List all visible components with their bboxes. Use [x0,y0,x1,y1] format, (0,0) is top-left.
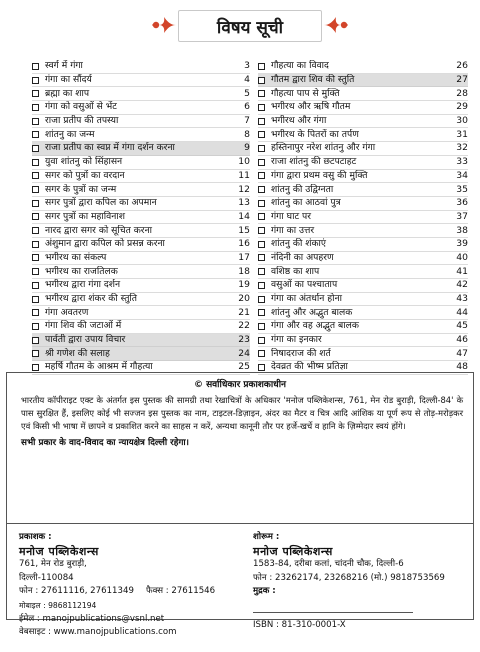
toc-entry: गौहत्या का विवाद 26 [258,60,468,74]
checkbox-icon [32,350,39,357]
toc-entry: गंगा और वह अद्भुत बालक 45 [258,320,468,334]
publisher-label: प्रकाशक : [19,532,52,542]
publisher-contact [19,585,239,599]
checkbox-icon [258,104,265,111]
toc-entry: राजा प्रतीप की तपस्या 7 [32,115,250,129]
isbn: ISBN : 81-310-0001-X [253,619,346,630]
publisher-mobile: मोबाइल : 9868112194 [19,600,97,610]
checkbox-icon [32,254,39,261]
showroom-block [253,531,467,632]
checkbox-icon [258,241,265,248]
checkbox-icon [258,213,265,220]
toc-entry: सगर पुत्रों द्वारा कपिल का अपमान 13 [32,197,250,211]
publisher-website: वेबसाइट : www.manojpublications.com [19,627,177,638]
section-divider [7,523,473,524]
checkbox-icon [258,268,265,275]
page-title: विषय सूची [178,10,322,42]
toc-entry: गंगा का सौंदर्य 4 [32,74,250,88]
checkbox-icon [32,186,39,193]
toc-entry: भगीरथ और गंगा 30 [258,115,468,129]
toc-entry: भगीरथ का संकल्प 17 [32,252,250,266]
toc-entry: गंगा का अंतर्धान होना 43 [258,293,468,307]
checkbox-icon [32,323,39,330]
toc-entry: महर्षि गौतम के आश्रम में गौहत्या 25 [32,361,250,375]
checkbox-icon [32,364,39,371]
publisher-block [19,531,239,640]
toc-entry: शांतनु की शंकाएं 39 [258,238,468,252]
toc-entry: गंगा अवतरण 21 [32,306,250,320]
copyright-notice: भारतीय कॉपीराइट एक्ट के अंतर्गत इस पुस्तक की सामग्री तथा रेखाचित्रों के अधिकार 'मनोज पब्लिकेशन्स, 761, मेन रोड बुराड़ी, दिल्ली-84' के पास सुरक्षित हैं, इसलिए कोई भी सज्जन इस पुस्तक का नाम, टाइटल-डिज़ाइन, अंदर का मैटर व चित्र आदि आंशिक या पूर्ण रूप से तोड़-मरोड़कर एवं किसी भी भाषा में छापने व प्रकाशित करने का साहस न करें, अन्यथा कानूनी तौर पर हर्जे-खर्चे व हानि के ज़िम्मेदार स्वयं होंगे। [21,395,463,432]
checkbox-icon [258,282,265,289]
fleur-ornament-icon [150,12,178,38]
checkbox-icon [258,323,265,330]
checkbox-icon [32,213,39,220]
checkbox-icon [258,200,265,207]
checkbox-icon [258,159,265,166]
toc-entry: गंगा शिव की जटाओं में 22 [32,320,250,334]
fleur-ornament-icon [322,12,350,38]
toc-entry: सगर पुत्रों का महाविनाश 14 [32,211,250,225]
checkbox-icon [258,145,265,152]
checkbox-icon [32,296,39,303]
toc-entry: भगीरथ के पितरों का तर्पण 31 [258,128,468,142]
toc-entry: गंगा घाट पर 37 [258,211,468,225]
checkbox-icon [258,254,265,261]
checkbox-icon [32,104,39,111]
checkbox-icon [32,145,39,152]
toc-entry: गौतम द्वारा शिव की स्तुति 27 [258,74,468,88]
toc-entry: श्री गणेश की सलाह 24 [32,347,250,361]
toc-entry: देवव्रत की भीष्म प्रतिज्ञा 48 [258,361,468,375]
toc-entry: वसुओं का पश्चाताप 42 [258,279,468,293]
checkbox-icon [32,268,39,275]
publisher-fax: फैक्स : 27611546 [145,586,216,597]
toc-entry: शांतनु का जन्म 8 [32,128,250,142]
checkbox-icon [32,227,39,234]
checkbox-icon [32,282,39,289]
checkbox-icon [258,172,265,179]
toc-entry: भगीरथ द्वारा गंगा दर्शन 19 [32,279,250,293]
checkbox-icon [32,90,39,97]
toc-entry: नंदिनी का अपहरण 40 [258,252,468,266]
checkbox-icon [32,63,39,70]
toc-entry: अंशुमान द्वारा कपिल को प्रसन्न करना 16 [32,238,250,252]
checkbox-icon [32,118,39,125]
toc-entry: स्वर्ग में गंगा 3 [32,60,250,74]
checkbox-icon [32,172,39,179]
toc-entry: हस्तिनापुर नरेश शांतनु और गंगा 32 [258,142,468,156]
toc-entry: ब्रह्मा का शाप 5 [32,87,250,101]
publisher-email: ईमेल : manojpublications@vsnl.net [19,613,165,624]
toc-column-right [258,60,468,375]
jurisdiction-note: सभी प्रकार के वाद-विवाद का न्यायक्षेत्र दिल्ली रहेगा। [21,437,190,448]
checkbox-icon [258,77,265,84]
copyright-heading: © सर्वाधिकार प्रकाशकाधीन [193,380,287,390]
contents-header [150,6,350,44]
checkbox-icon [258,364,265,371]
toc-entry: शांतनु का आठवां पुत्र 36 [258,197,468,211]
toc-entry: शांतनु की उद्विग्नता 35 [258,183,468,197]
checkbox-icon [258,337,265,344]
toc-entry: सगर के पुत्रों का जन्म 12 [32,183,250,197]
printer-label: मुद्रक : [253,586,276,597]
toc-entry: गौहत्या पाप से मुक्ति 28 [258,87,468,101]
toc-column-left [32,60,250,375]
imprint-box [6,372,474,638]
checkbox-icon [32,200,39,207]
toc-entry: शांतनु और अद्भुत बालक 44 [258,306,468,320]
toc-entry: निषादराज की शर्त 47 [258,347,468,361]
toc-entry: भगीरथ का राजतिलक 18 [32,265,250,279]
checkbox-icon [258,118,265,125]
publisher-phone: फोन : 27611116, 27611349 [19,586,134,597]
toc-entry: युवा शांतनु को सिंहासन 10 [32,156,250,170]
checkbox-icon [258,131,265,138]
toc-entry: गंगा को वसुओं से भेंट 6 [32,101,250,115]
toc-entry: गंगा का इनकार 46 [258,334,468,348]
checkbox-icon [258,350,265,357]
toc-entry: वशिष्ठ का शाप 41 [258,265,468,279]
checkbox-icon [258,63,265,70]
checkbox-icon [32,309,39,316]
showroom-label: शोरूम : [253,532,280,542]
showroom-address: 1583-84, दरीबा कलां, चांदनी चौक, दिल्ली-6 [253,559,404,570]
checkbox-icon [258,186,265,193]
toc-entry: भगीरथ द्वारा शंकर की स्तुति 20 [32,293,250,307]
showroom-phone: फोन : 23262174, 23268216 (मो.) 9818753569 [253,572,445,583]
toc-entry: गंगा का उत्तर 38 [258,224,468,238]
toc-entry: भगीरथ और ऋषि गौतम 29 [258,101,468,115]
checkbox-icon [258,227,265,234]
publisher-address-line2: दिल्ली-110084 [19,572,74,583]
checkbox-icon [258,296,265,303]
toc-entry: नारद द्वारा सगर को सूचित करना 15 [32,224,250,238]
toc-entry: राजा प्रतीप का स्वप्न में गंगा दर्शन करना 9 [32,142,250,156]
toc-entry: सगर को पुत्रों का वरदान 11 [32,170,250,184]
showroom-name: मनोज पब्लिकेशन्स [253,544,333,558]
checkbox-icon [32,159,39,166]
toc-entry: पार्वती द्वारा उपाय विचार 23 [32,334,250,348]
checkbox-icon [32,77,39,84]
toc-entry: राजा शांतनु की छटपटाहट 33 [258,156,468,170]
checkbox-icon [32,241,39,248]
checkbox-icon [258,90,265,97]
publisher-name: मनोज पब्लिकेशन्स [19,544,99,558]
checkbox-icon [32,131,39,138]
publisher-address-line1: 761, मेन रोड बुराड़ी, [19,559,87,570]
printer-line [253,599,467,613]
checkbox-icon [32,337,39,344]
checkbox-icon [258,309,265,316]
toc-entry: गंगा द्वारा प्रथम वसु की मुक्ति 34 [258,170,468,184]
